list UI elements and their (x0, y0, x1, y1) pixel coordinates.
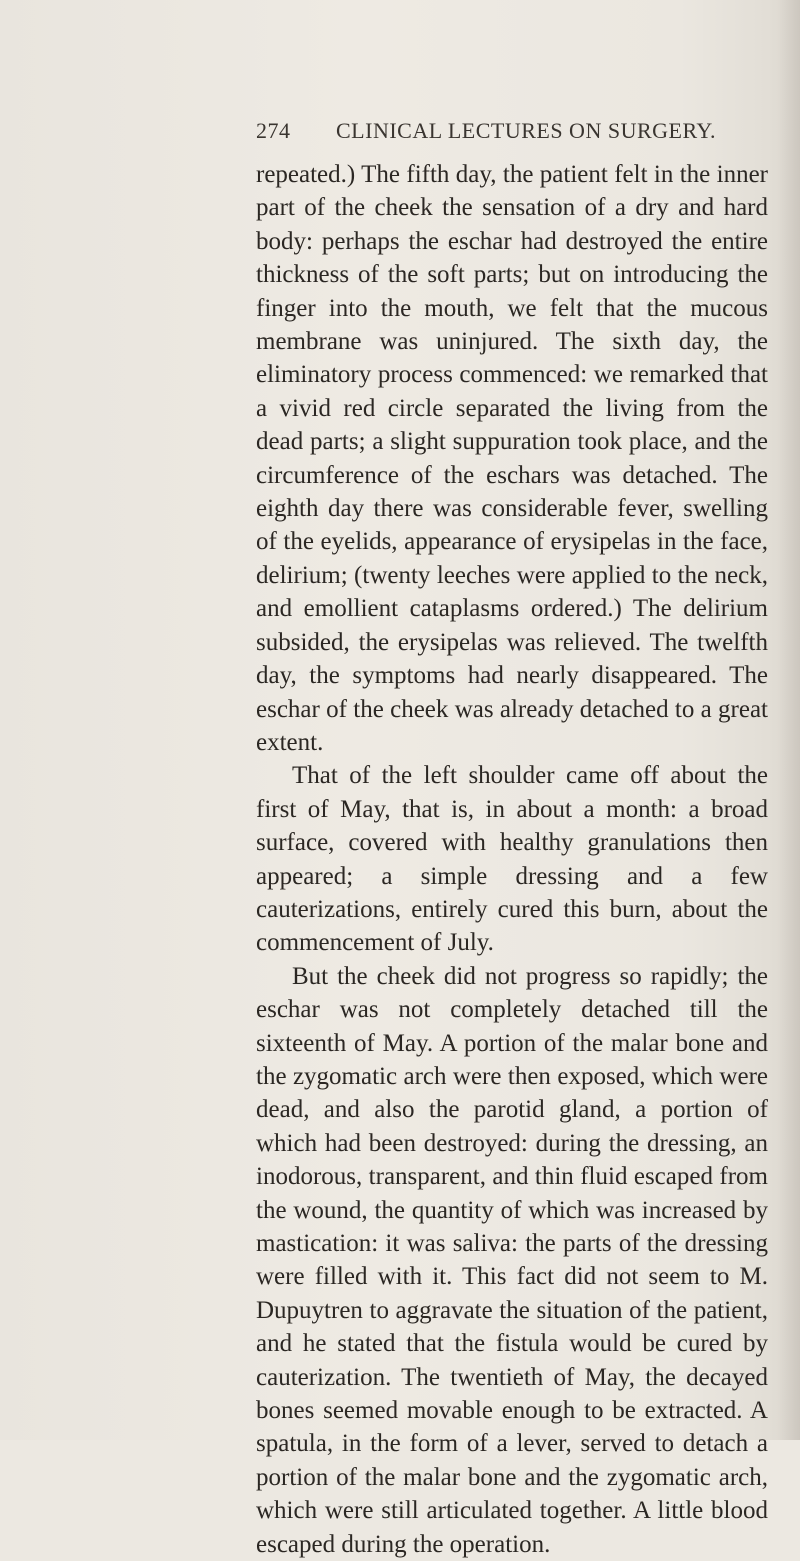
body-text (256, 158, 768, 1561)
running-head (256, 118, 796, 148)
page-number: 274 (256, 118, 291, 143)
page-edge-shadow (778, 0, 800, 1440)
paragraph-cheek: But the cheek did not progress so rapidly; the eschar was not completely detached till the sixteenth of May. A portion of the malar bone and the zygomatic arch were then exposed, which were dead, and also the parotid gland, a portion of which had been destroyed: during the dressing, an inodorous, transparent, and thin fluid escaped from the wound, the quantity of which was increased by mastication: it was saliva: the parts of the dressing were filled with it. This fact did not seem to M. Dupuytren to aggravate the situation of the patient, and he stated that the fistula would be cured by cauterization. The twentieth of May, the decayed bones seemed movable enough to be extracted. A spatula, in the form of a lever, served to detach a portion of the malar bone and the zygomatic arch, which were still articulated together. A little blood escaped during the operation. (256, 962, 768, 1558)
running-title: CLINICAL LECTURES ON SURGERY. (336, 118, 716, 143)
paragraph-continuation: repeated.) The fifth day, the patient felt in the inner part of the cheek the sensation of a dry and hard body: perhaps the eschar had destroyed the entire thickness of the soft parts; but on introducing the finger into the mouth, we felt that the mucous membrane was uninjured. The sixth day, the eliminatory process commenced: we remarked that a vivid red circle separated the living from the dead parts; a slight suppuration took place, and the circumference of the eschars was detached. The eighth day there was considerable fever, swelling of the eyelids, appearance of erysipelas in the face, delirium; (twenty leeches were applied to the neck, and emollient cataplasms ordered.) The delirium subsided, the erysipelas was relieved. The twelfth day, the symptoms had nearly disappeared. The eschar of the cheek was already detached to a great extent. (256, 161, 768, 756)
paragraph-shoulder: That of the left shoulder came off about the first of May, that is, in about a month: a broad surface, covered with healthy granulations then appeared; a simple dressing and a few cauterizations, entirely cured this burn, about the commencement of July. (256, 762, 768, 957)
